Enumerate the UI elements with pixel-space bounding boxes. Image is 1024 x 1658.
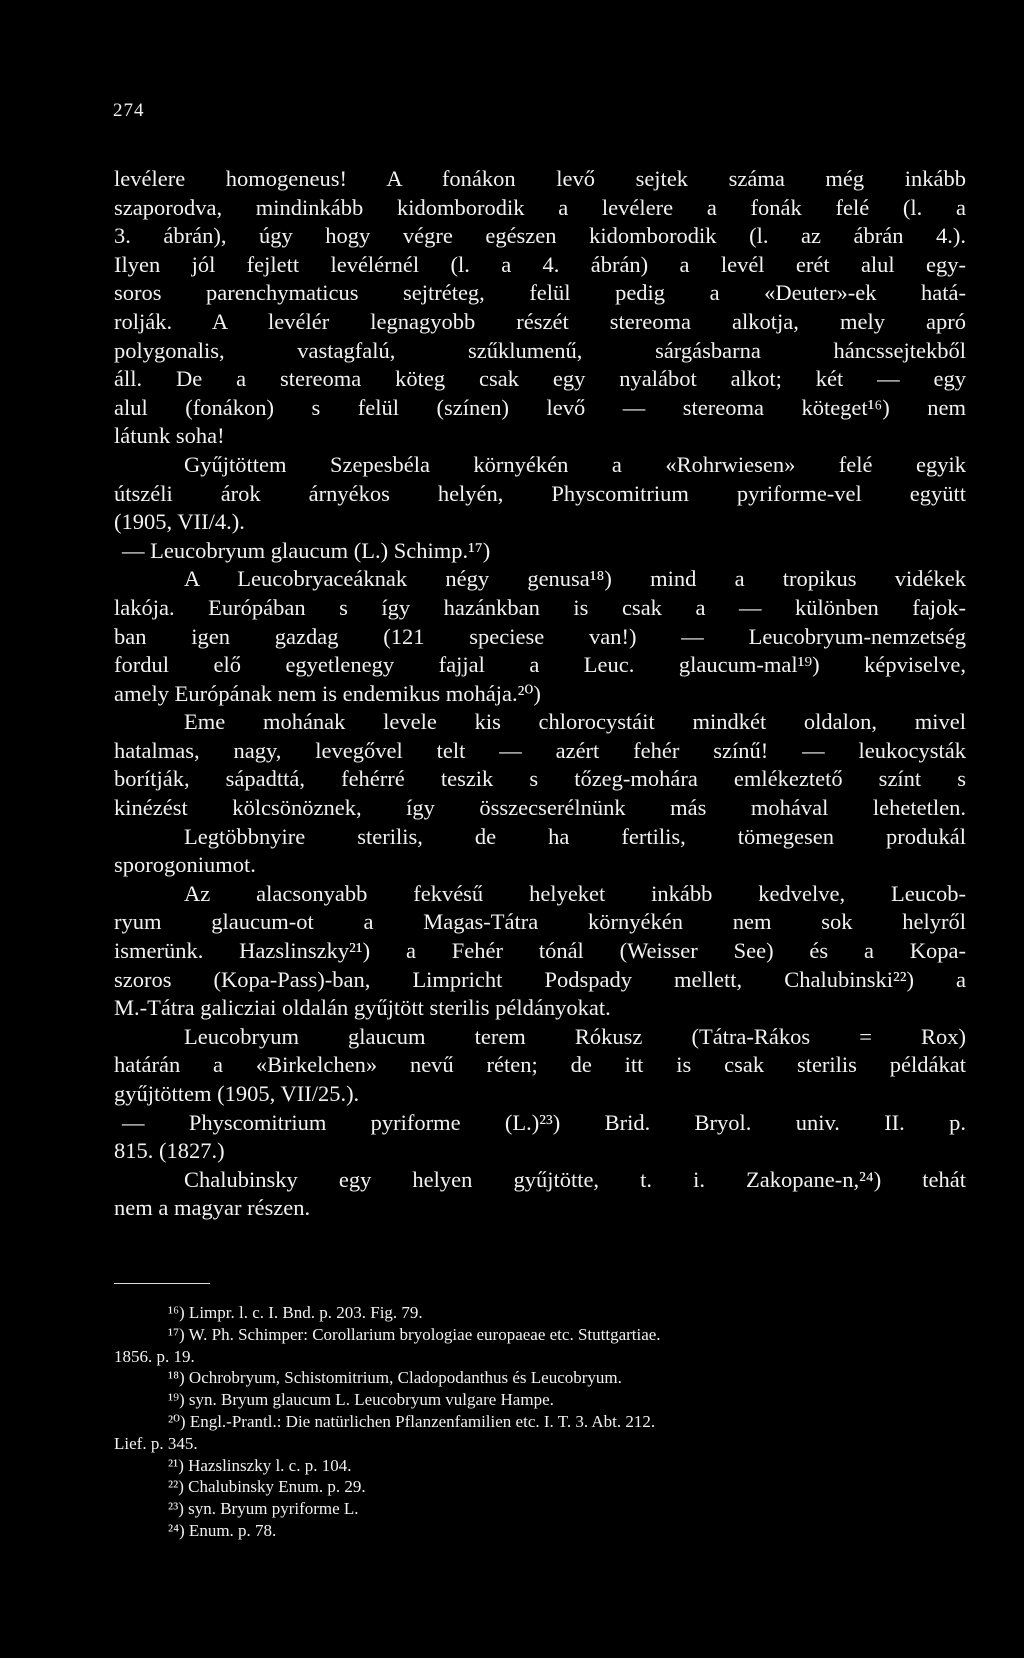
text-line: Legtöbbnyire sterilis, de ha fertilis, tömegesen produkál	[184, 823, 966, 849]
footnote: ²³) syn. Bryum pyriforme L.	[168, 1499, 359, 1519]
text-line: 3. ábrán), úgy hogy végre egészen kidomborodik (l. az ábrán 4.).	[114, 223, 966, 249]
text-line: polygonalis, vastagfalú, szűklumenű, sárgásbarna háncssejtekből	[114, 337, 966, 363]
footnote: ²⁰) Engl.-Prantl.: Die natürlichen Pflanzenfamilien etc. I. T. 3. Abt. 212.	[168, 1411, 656, 1431]
text-line: nem a magyar részen.	[114, 1195, 311, 1221]
text-line: borítják, sápadttá, fehérré teszik s tőzeg-mohára emlékeztető színt s	[114, 766, 966, 792]
text-line: látunk soha!	[114, 423, 225, 449]
text-line: alul (fonákon) s felül (színen) levő — stereoma köteget¹⁶) nem	[114, 394, 966, 420]
footnote: ¹⁹) syn. Bryum glaucum L. Leucobryum vulgare Hampe.	[168, 1390, 554, 1410]
footnote: ²⁴) Enum. p. 78.	[168, 1520, 277, 1540]
text-line: M.-Tátra galicziai oldalán gyűjtött sterilis példányokat.	[114, 995, 611, 1021]
footnote: ¹⁷) W. Ph. Schimper: Corollarium bryologiae europaeae etc. Stuttgartiae.	[168, 1324, 661, 1344]
text-line: fordul elő egyetlenegy fajjal a Leuc. glaucum-mal¹⁹) képviselve,	[114, 652, 966, 678]
text-line: kinézést kölcsönöznek, így összecserélnünk más mohával lehetetlen.	[114, 795, 966, 821]
text-line: Eme mohának levele kis chlorocystáit mindkét oldalon, mivel	[184, 709, 966, 735]
text-line: (1905, VII/4.).	[114, 509, 245, 535]
text-line: ban igen gazdag (121 speciese van!) — Leucobryum-nemzetség	[114, 623, 966, 649]
text-line: ryum glaucum-ot a Magas-Tátra környékén nem sok helyről	[114, 909, 966, 935]
text-line: lakója. Európában s így hazánkban is csak a — különben fajok-	[114, 594, 966, 620]
text-line: szoros (Kopa-Pass)-ban, Limpricht Podspady mellett, Chalubinski²²) a	[114, 966, 966, 992]
text-line: rolják. A levélér legnagyobb részét stereoma alkotja, mely apró	[114, 308, 966, 334]
text-line: soros parenchymaticus sejtréteg, felül pedig a «Deuter»-ek hatá-	[114, 280, 966, 306]
text-line: hatalmas, nagy, levegővel telt — azért fehér színű! — leukocysták	[114, 737, 966, 763]
text-line: szaporodva, mindinkább kidomborodik a levélere a fonák felé (l. a	[114, 194, 966, 220]
text-line: amely Európának nem is endemikus mohája.²⁰)	[114, 680, 541, 706]
footnote: ²²) Chalubinsky Enum. p. 29.	[168, 1477, 366, 1497]
footnotes	[114, 1302, 966, 1542]
text-line: Az alacsonyabb fekvésű helyeket inkább kedvelve, Leucob-	[184, 880, 966, 906]
text-line: 815. (1827.)	[114, 1138, 225, 1164]
species-heading: — Leucobryum glaucum (L.) Schimp.¹⁷)	[122, 537, 491, 563]
text-line: sporogoniumot.	[114, 852, 256, 878]
text-line: ismerünk. Hazslinszky²¹) a Fehér tónál (Weisser See) és a Kopa-	[114, 938, 966, 964]
footnote: ¹⁶) Limpr. l. c. I. Bnd. p. 203. Fig. 79.	[168, 1303, 423, 1322]
text-line: áll. De a stereoma köteg csak egy nyalábot alkot; két — egy	[114, 366, 966, 392]
footnote-continuation: 1856. p. 19.	[114, 1346, 195, 1366]
footnote-divider	[114, 1283, 210, 1284]
footnote: ²¹) Hazslinszky l. c. p. 104.	[168, 1455, 352, 1475]
species-heading: — Physcomitrium pyriforme (L.)²³) Brid. Bryol. univ. II. p.	[122, 1109, 966, 1135]
text-line: gyűjtöttem (1905, VII/25.).	[114, 1081, 360, 1106]
body-text	[114, 165, 966, 1223]
text-line: A Leucobryaceáknak négy genusa¹⁸) mind a tropikus vidékek	[184, 566, 966, 592]
footnote-continuation: Lief. p. 345.	[114, 1433, 198, 1453]
text-line: útszéli árok árnyékos helyén, Physcomitrium pyriforme-vel együtt	[114, 480, 966, 506]
text-line: határán a «Birkelchen» nevű réten; de itt is csak sterilis példákat	[114, 1052, 966, 1078]
text-line: Gyűjtöttem Szepesbéla környékén a «Rohrwiesen» felé egyik	[184, 451, 966, 477]
page-number: 274	[113, 100, 145, 121]
text-line: Leucobryum glaucum terem Rókusz (Tátra-Rákos = Rox)	[184, 1023, 966, 1049]
text-line: Chalubinsky egy helyen gyűjtötte, t. i. Zakopane-n,²⁴) tehát	[184, 1166, 966, 1192]
text-line: Ilyen jól fejlett levélérnél (l. a 4. ábrán) a levél erét alul egy-	[114, 251, 966, 277]
footnote: ¹⁸) Ochrobryum, Schistomitrium, Cladopodanthus és Leucobryum.	[168, 1368, 622, 1388]
text-line: levélere homogeneus! A fonákon levő sejtek száma még inkább	[114, 166, 966, 191]
